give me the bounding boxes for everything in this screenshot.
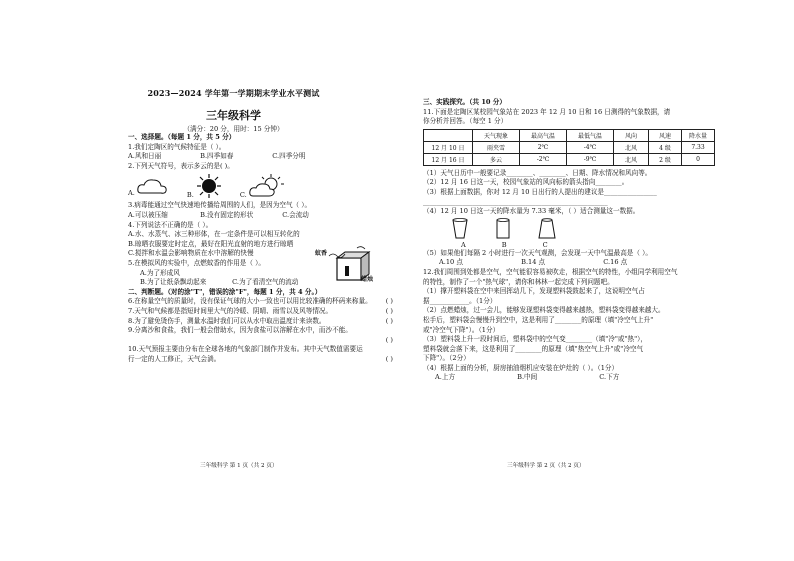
table-cell: 2 级 xyxy=(649,153,682,165)
cup-option-a[interactable]: A xyxy=(461,240,466,249)
q10-line1: 10.天气预报主要由分布在全球各地的气象部门制作并发布。其中天气数值需要运 xyxy=(128,345,363,354)
q11-intro-line2: 你分析并回答。（每空 1 分） xyxy=(423,117,508,126)
p4-option-b[interactable]: B.中间 xyxy=(517,373,538,382)
q12-p3b: 塑料袋就会落下来，这是利用了________的原理（填"热空气上升"或"冷空气 xyxy=(423,344,644,353)
q10-answer[interactable]: ( ) xyxy=(385,354,393,363)
s5-option-b[interactable]: B.14 点 xyxy=(521,258,546,267)
q12-p2c: 或"冷空气下降"）。（1分） xyxy=(423,325,500,334)
q2-option-c[interactable]: C. xyxy=(240,173,287,199)
measuring-cups xyxy=(451,218,776,240)
s5-option-c[interactable]: C.16 点 xyxy=(603,258,628,267)
s5-option-a[interactable]: A.10 点 xyxy=(439,258,463,267)
q5-option-c[interactable]: C.为了看清空气的流动 xyxy=(232,278,299,287)
q9-answer[interactable]: ( ) xyxy=(385,335,393,344)
table-cell: 北风 xyxy=(614,153,649,165)
cup-b-icon xyxy=(495,218,511,240)
q9-answer-row xyxy=(128,335,393,346)
q3-stem: 3.病毒能通过空气快速地传播给周围的人们，是因为空气（ ）。 xyxy=(128,201,312,210)
sun-icon xyxy=(194,173,224,199)
p4-option-c[interactable]: C.下方 xyxy=(599,373,620,382)
section1-heading: 一、选择题。（每题 1 分，共 5 分） xyxy=(128,133,236,141)
q12-p3: （3）塑料袋上升一段时间后，塑料袋中的空气变________（填"冷"或"热"）， xyxy=(423,335,648,344)
sun-cloud-icon xyxy=(247,173,287,199)
q4-option-c[interactable]: C.搅拌和水温会影响物质在水中溶解的快慢 xyxy=(128,249,254,258)
q11-sub5-options xyxy=(423,258,776,268)
q2-weather-icons xyxy=(128,173,379,199)
q8-answer[interactable]: ( ) xyxy=(385,316,393,325)
table-header-cell: 风速 xyxy=(649,129,682,141)
q1-option-a[interactable]: A.风和日丽 xyxy=(128,152,162,161)
table-header-cell: 风向 xyxy=(614,129,649,141)
q5-illustration xyxy=(315,246,385,284)
left-page-footer: 三年级科学 第 1 页（共 2 页） xyxy=(200,463,278,469)
q4-stem: 4.下列说法不正确的是（ ）。 xyxy=(128,220,213,229)
table-cell: -4℃ xyxy=(567,141,614,153)
q8: 8.为了避免烫伤手，测量水温时我们可以从水中取出温度计来读数。 ( ) xyxy=(128,316,393,325)
q12-p4-options xyxy=(423,373,776,383)
cup-a-icon xyxy=(451,218,469,240)
q4-option-a[interactable]: A.水、水蒸气、冰三种形体，在一定条件是可以相互转化的 xyxy=(128,230,300,239)
q7-answer[interactable]: ( ) xyxy=(385,306,393,315)
q2-stem-text: 2.下列天气符号，表示多云的是( )。 xyxy=(128,161,234,170)
cup-labels xyxy=(461,241,776,249)
table-cell: 多云 xyxy=(473,153,520,165)
q12-p1: （1）撑开塑料袋在空中来回挥动几下，发现塑料袋鼓起来了，这说明空气占 xyxy=(423,287,645,296)
table-cell: 北风 xyxy=(614,141,649,153)
q3-option-b[interactable]: B.没有固定的形状 xyxy=(200,210,254,219)
q12-p4: （4）根据上面的分析，厨房抽油烟机应安装在炉灶的（ ）。（1分） xyxy=(423,363,619,372)
cup-c-icon xyxy=(537,218,557,240)
q12-p2b: 松手后，塑料袋会慢慢升到空中，这是利用了________的原理（填"冷空气上升" xyxy=(423,315,654,324)
q5-option-a[interactable]: A.为了形成风 xyxy=(140,268,180,277)
q6-answer[interactable]: ( ) xyxy=(385,297,393,306)
q5-option-b[interactable]: B.为了让纸条飘动起来 xyxy=(140,278,207,287)
weather-data-table xyxy=(423,129,715,166)
q1-options xyxy=(128,152,379,162)
right-page-footer: 三年级科学 第 2 页（共 2 页） xyxy=(507,463,585,469)
table-row xyxy=(424,153,715,165)
table-header-cell xyxy=(424,129,473,141)
section3-heading: 三、实践探究。（共 10 分） xyxy=(423,98,506,106)
table-cell: -9℃ xyxy=(567,153,614,165)
q2-option-b[interactable]: B. xyxy=(187,173,224,199)
q12-line1: 12.我们周围到处都是空气，空气能很容易被吹走，根据空气的特性，小组同学利用空气 xyxy=(423,267,678,276)
q11-sub3-answer-line[interactable]: ________________________________________________________ xyxy=(423,197,608,206)
q10-line2: 行一定的人工修正，天气会淌。 ( ) xyxy=(128,354,393,363)
q11-sub2: （2）12 月 16 日这一天，校园气象站的风向标的箭头指向________。 xyxy=(423,178,629,187)
table-cell: 7.33 xyxy=(682,141,715,153)
cloud-icon xyxy=(135,175,171,197)
cup-option-b[interactable]: B xyxy=(501,240,507,249)
q1-option-b[interactable]: B.四季如春 xyxy=(200,152,234,161)
q12-p3c: 下降"）。（2分） xyxy=(423,354,470,363)
table-cell: 雨夹雪 xyxy=(473,141,520,153)
q11-sub4: （4）12 月 10 日这一天的降水量为 7.33 毫米，（ ）适合测量这一数据。 xyxy=(423,207,640,216)
q3-options xyxy=(128,211,379,221)
q3-option-c[interactable]: C.会流动 xyxy=(282,210,309,219)
q11-sub5: （5）如果他们每隔 2 小时进行一次天气观测，会发现一天中气温最高是（ ）。 xyxy=(423,248,652,257)
q1-stem: 1.我们定陶区的气候特征是（ ）。 xyxy=(128,142,226,151)
p4-option-a[interactable]: A.上方 xyxy=(435,373,456,382)
table-cell: 12 月 16 日 xyxy=(424,153,473,165)
section2-heading: 二、判断题。（对的涂"T"，错误的涂"F"，每题 1 分，共 4 分。） xyxy=(128,287,322,296)
table-header-cell: 天气现象 xyxy=(473,129,520,141)
q7: 7.天气和气候都是指短时间里大气的冷暖、阴晴、雨雪以及风等情况。 ( ) xyxy=(128,306,393,315)
exam-subject: 三年级科学 xyxy=(206,109,261,122)
q4-option-b[interactable]: B.晾晒衣服要定时定点，最好在阳光直射的地方进行晾晒 xyxy=(128,239,294,248)
table-header-row xyxy=(424,129,715,141)
table-header-cell: 最高气温 xyxy=(520,129,567,141)
table-header-cell: 最低气温 xyxy=(567,129,614,141)
q2-option-a[interactable]: A. xyxy=(128,175,171,197)
table-cell: 0 xyxy=(682,153,715,165)
table-cell: 4 级 xyxy=(649,141,682,153)
q11-sub1: （1）天气日历中一般要记录________、________、日期、降水情况和风向等。 xyxy=(423,168,652,177)
smoke-box-icon xyxy=(315,246,385,284)
table-row xyxy=(424,141,715,153)
exam-meta: （满分：20 分，用时：15 分钟） xyxy=(183,125,284,133)
cup-option-c[interactable]: C xyxy=(542,240,548,249)
q11-intro-line1: 11.下面是定陶区某校园气象站在 2023 年 12 月 10 日和 16 日测得的气象数据，请 xyxy=(423,107,671,116)
candle-label: 蜡烛 xyxy=(361,275,374,283)
right-page xyxy=(397,0,794,561)
table-cell: 12 月 10 日 xyxy=(424,141,473,153)
table-header-cell: 降水量 xyxy=(682,129,715,141)
q9: 9.分离沙和食盐，我们一般会借助水，因为食盐可以溶解在水中，而沙不能。 xyxy=(128,326,352,335)
exam-title: 2023—2024 学年第一学期期末学业水平测试 xyxy=(147,88,320,98)
q12-line2: 的特性，制作了一个"热气球"，请你和林林一起完成下列问题吧。 xyxy=(423,277,614,286)
q5-stem: 5.在模拟风的实验中，点燃蚊香的作用是（ ）。 xyxy=(128,258,265,267)
q1-option-c[interactable]: C.四季分明 xyxy=(272,152,306,161)
q12-p2: （2）点燃蜡烛，过一会儿，能够发现塑料袋变得越来越热，塑料袋变得越来越大。 xyxy=(423,306,665,315)
table-cell: 2℃ xyxy=(520,141,567,153)
table-cell: -2℃ xyxy=(520,153,567,165)
q3-option-a[interactable]: A.可以被压缩 xyxy=(128,210,168,219)
q11-sub3: （3）根据上面数据，你对 12 月 10 日出行的人提出的建议是________________ xyxy=(423,187,657,196)
mosquito-coil-label: 蚊香 xyxy=(315,249,328,257)
q12-p1b: 据____________。（1分） xyxy=(423,296,497,305)
q6: 6.在称量空气的质量时，没有保证气球的大小一致也可以用比较准确的杯码来称量。 ( ) xyxy=(128,297,393,306)
